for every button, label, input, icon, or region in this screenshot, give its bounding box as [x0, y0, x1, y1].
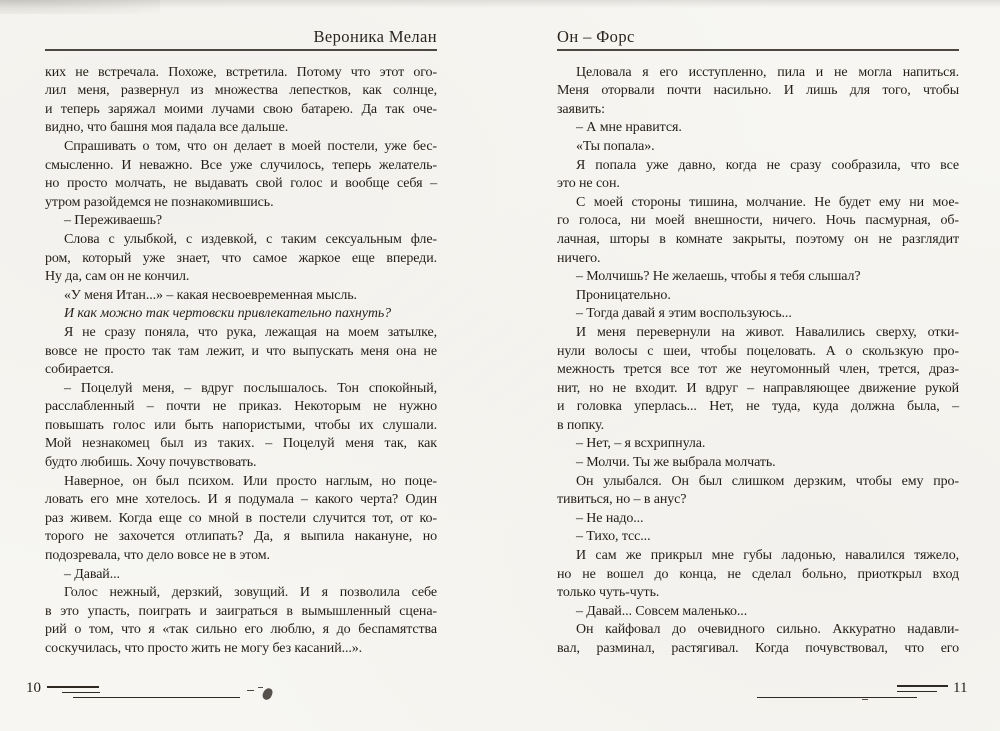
paragraph — [557, 621, 959, 658]
text-line: И как можно так чертовски привлекательно пахнуть? — [64, 306, 392, 322]
text-line: соскучилась, что просто жить не могу без касаний...». — [45, 641, 363, 656]
text-line: Целовала я его исступленно, пила и не могла напиться. — [576, 64, 959, 80]
text-line: торого не захочется отлипать? Да, я выпила накануне, но — [45, 529, 437, 545]
text-line: лил меня, развернул из множества лепестков, как солнце, — [45, 83, 437, 99]
left-header-rule — [45, 49, 437, 51]
paragraph — [45, 138, 437, 212]
text-line: Наверное, он был психом. Или просто наглым, но поце- — [64, 473, 437, 489]
text-line: ких не встречала. Похоже, встретила. Потому что этот ого- — [45, 64, 437, 80]
paragraph — [557, 194, 959, 268]
text-line: го голоса, ни моей внешности, ничего. Ночь пасмурная, об- — [557, 213, 959, 229]
paragraph — [557, 138, 959, 157]
text-line: Слова с улыбкой, с издевкой, с таким сексуальным фле- — [64, 231, 437, 247]
text-line: ловать его мне хотелось. И я подумала – какого черта? Один — [45, 492, 437, 508]
right-page — [557, 0, 959, 659]
text-line: но просто молчать, не выдавать свой голос и вообще себя – — [45, 176, 437, 192]
text-line: в это упасть, поиграть и заиграться в вымышленный сцена- — [45, 603, 437, 619]
left-footer-ornament-line-3 — [73, 697, 240, 698]
paragraph — [557, 305, 959, 324]
text-line: Меня оторвали почти насильно. И лишь для того, чтобы — [557, 83, 959, 99]
text-line: «Ты попала». — [576, 138, 655, 154]
paragraph — [45, 287, 437, 306]
text-line: будто любишь. Хочу почувствовать. — [45, 455, 257, 471]
text-line: нули волосы с шеи, чтобы поцеловать. А о скользкую про- — [557, 343, 959, 359]
text-line: но не вошел до конца, не сделал больно, приоткрыл вход — [557, 566, 959, 582]
text-line: – Нет, – я всхрипнула. — [576, 436, 706, 452]
right-footer-ornament-line-1 — [897, 685, 948, 687]
paragraph — [45, 212, 437, 231]
text-line: ничего. — [557, 250, 601, 266]
paragraph — [45, 380, 437, 473]
text-line: утром разойдемся не познакомившись. — [45, 194, 274, 210]
paragraph — [557, 119, 959, 138]
right-page-text — [557, 64, 959, 659]
paragraph — [45, 566, 437, 585]
text-line: «У меня Итан...» – какая несвоевременная мысль. — [64, 287, 357, 303]
text-line: рий о том, что я «так сильно его люблю, я до беспамятства — [45, 622, 437, 638]
paragraph — [557, 435, 959, 454]
text-line: нит, но не входит. И вдруг – направляющее движение рукой — [557, 380, 959, 396]
paragraph — [557, 603, 959, 622]
text-line: заявить: — [557, 101, 605, 117]
right-header-rule — [557, 49, 959, 51]
text-line: Я попала уже давно, когда не сразу сообразила, что все — [576, 157, 959, 173]
text-line: – А мне нравится. — [576, 120, 682, 136]
text-line: – Поцелуй меня, – вдруг послышалось. Тон спокойный, — [64, 380, 437, 396]
text-line: вал, разминал, растягивал. Когда почувствовал, что его — [557, 641, 959, 656]
ink-tick — [862, 699, 868, 700]
paragraph — [557, 287, 959, 306]
paragraph — [45, 584, 437, 658]
text-line: собирается. — [45, 362, 114, 378]
left-page-text — [45, 64, 437, 659]
text-line: тивиться, но – в анус? — [557, 492, 687, 508]
text-line: Мой незнакомец был из таких. – Поцелуй меня так, как — [45, 436, 437, 452]
text-line: С моей стороны тишина, молчание. Не будет ему ни мое- — [576, 194, 959, 210]
paragraph — [557, 157, 959, 194]
text-line: повышать голос или быть напористыми, чтобы их слушали. — [45, 417, 437, 433]
text-line: расслабленный – почти не приказ. Некоторым не нужно — [45, 399, 437, 415]
left-running-head: Вероника Мелан — [313, 27, 437, 46]
paragraph — [557, 454, 959, 473]
text-line: – Давай... — [64, 566, 120, 582]
paragraph — [45, 305, 437, 324]
paragraph — [45, 231, 437, 287]
paragraph — [557, 324, 959, 436]
text-line: – Тихо, тсс... — [576, 529, 651, 545]
paragraph — [45, 473, 437, 566]
text-line: это не сон. — [557, 176, 620, 192]
ink-dash — [247, 690, 254, 691]
right-running-head: Он – Форс — [557, 27, 635, 46]
paragraph — [557, 64, 959, 120]
text-line: Проницательно. — [576, 287, 671, 303]
text-line: раз живем. Когда еще со мной в постели случится тот, от ко- — [45, 510, 437, 526]
paragraph — [557, 547, 959, 603]
text-line: Ну да, сам он не кончил. — [45, 269, 190, 285]
text-line: Он кайфовал до очевидного сильно. Аккуратно надавли- — [576, 622, 959, 638]
text-line: вовсе не просто так там лежит, и что выпускать меня она не — [45, 343, 437, 359]
text-line: – Не надо... — [576, 510, 644, 526]
text-line: Он улыбался. Он был слишком дерзким, чтобы ему про- — [576, 473, 959, 489]
text-line: лачная, шторы в комнате закрыты, поэтому он не разглядит — [557, 231, 959, 247]
text-line: И сам же прикрыл мне губы ладонью, навалился тяжело, — [576, 548, 959, 564]
right-footer-ornament-line-2 — [897, 691, 937, 693]
paragraph — [45, 64, 437, 138]
text-line: – Молчишь? Не желаешь, чтобы я тебя слышал? — [576, 269, 861, 285]
text-line: Спрашивать о том, что он делает в моей постели, уже бес- — [64, 138, 437, 154]
text-line: и головка уперлась... Нет, не туда, куда должна была, – — [557, 399, 959, 415]
text-line: смысленно. И неважно. Все уже случилось, теперь желатель- — [45, 157, 437, 173]
text-line: только чуть-чуть. — [557, 585, 660, 601]
text-line: подозревала, что дело вовсе не в этом. — [45, 548, 270, 564]
text-line: видно, что башня моя падала все дальше. — [45, 120, 289, 136]
paragraph — [557, 268, 959, 287]
text-line: И меня перевернули на живот. Навалились сверху, отки- — [576, 324, 959, 340]
text-line: и теперь заряжал моими лучами свою батарею. Да так оче- — [45, 101, 437, 117]
left-footer-ornament-line-1 — [47, 686, 99, 688]
text-line: – Переживаешь? — [64, 213, 163, 229]
text-line: – Тогда давай я этим воспользуюсь... — [576, 306, 792, 322]
paragraph — [557, 473, 959, 510]
paragraph — [557, 528, 959, 547]
left-page-number: 10 — [26, 680, 41, 696]
text-line: ром, который уже знает, что самое жаркое еще впереди. — [45, 250, 437, 266]
paragraph — [45, 324, 437, 380]
left-page — [45, 0, 437, 659]
right-page-number: 11 — [953, 680, 968, 696]
text-line: Я не сразу поняла, что рука, лежащая на моем затылке, — [64, 324, 437, 340]
text-line: – Молчи. Ты же выбрала молчать. — [576, 455, 776, 471]
text-line: в попку. — [557, 417, 604, 433]
text-line: – Давай... Совсем маленько... — [576, 603, 748, 619]
right-footer-ornament-line-3 — [757, 697, 917, 698]
left-footer-ornament-line-2 — [62, 692, 100, 694]
paragraph — [557, 510, 959, 529]
text-line: межность трется все тот же неугомонный член, трется, драз- — [557, 362, 959, 378]
ink-dash — [258, 687, 263, 688]
ink-smudge — [261, 687, 273, 701]
text-line: Голос нежный, дерзкий, зовущий. И я позволила себе — [64, 585, 437, 601]
